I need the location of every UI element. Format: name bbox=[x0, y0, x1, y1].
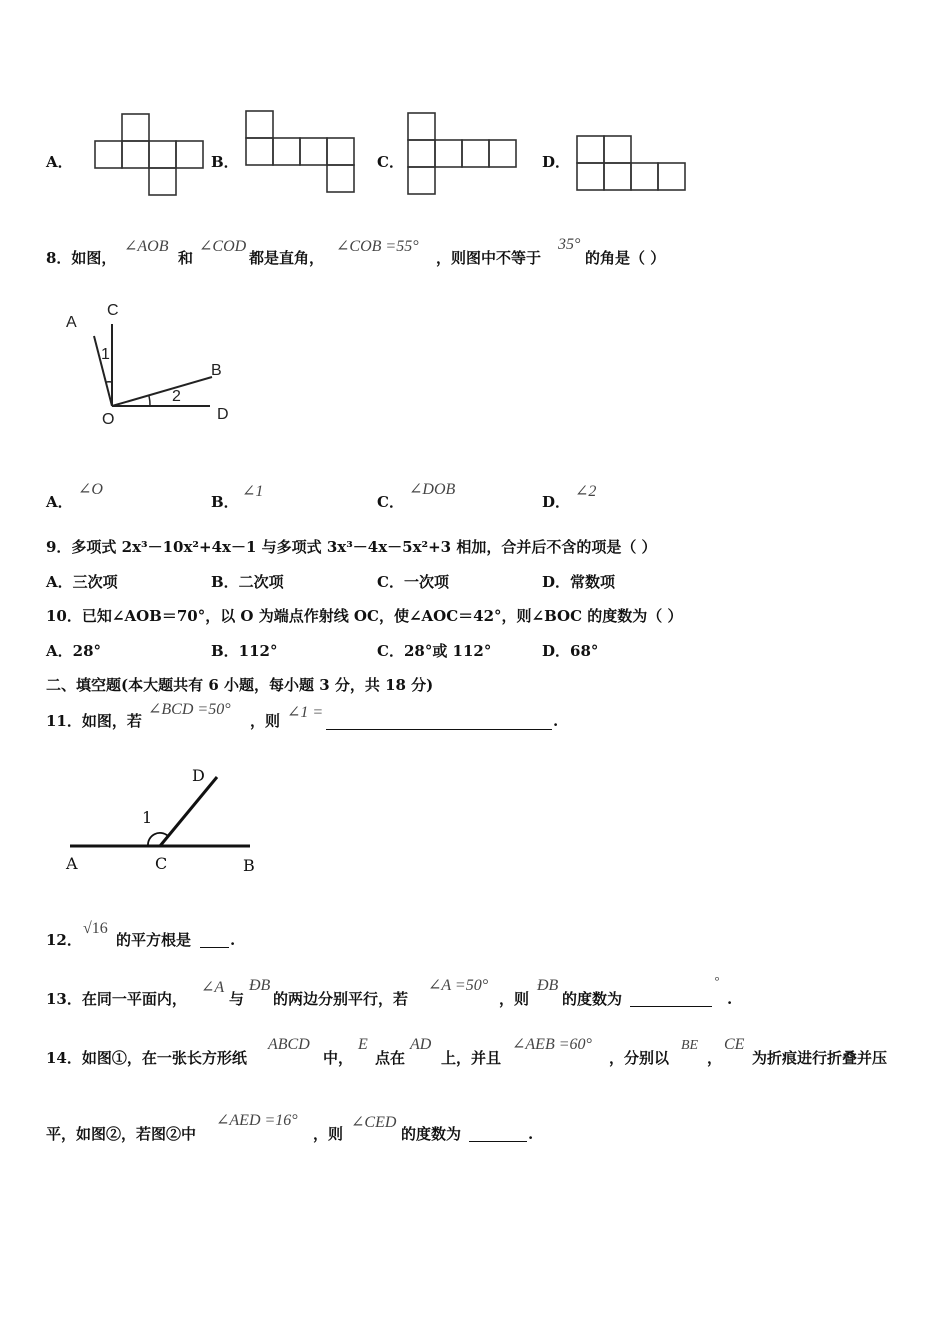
q9-option-a: A．三次项 bbox=[46, 573, 118, 591]
q14-text-on-and: 上，并且 bbox=[441, 1049, 502, 1067]
q7-option-c-label: C． bbox=[377, 153, 404, 171]
q11-fig-label-a: A bbox=[66, 854, 78, 873]
q9-option-c: C．一次项 bbox=[377, 573, 449, 591]
q8-option-a-label: A． bbox=[46, 493, 73, 511]
q12-math-sqrt16: √16 bbox=[83, 920, 108, 937]
q8-number: 8．如图， bbox=[46, 249, 117, 267]
q8-fig-label-b: B bbox=[211, 362, 222, 379]
q13-text-degree-is: 的度数为 bbox=[562, 990, 623, 1008]
q7-option-b-label: B． bbox=[211, 153, 239, 171]
q10-option-a: A．28° bbox=[46, 642, 102, 660]
q13-text-then: ，则 bbox=[499, 990, 530, 1008]
q14-answer-blank[interactable] bbox=[469, 1125, 527, 1142]
q8-math-aob: ∠AOB bbox=[124, 238, 169, 255]
q8-fig-label-1: 1 bbox=[101, 346, 110, 363]
q8-option-c-label: C． bbox=[377, 493, 404, 511]
q7-net-c bbox=[407, 112, 519, 196]
q12-number: 12． bbox=[46, 931, 82, 949]
q7-net-d bbox=[576, 134, 688, 194]
q14-math-abcd: ABCD bbox=[268, 1036, 310, 1053]
q13-math-a: ∠A bbox=[201, 979, 225, 996]
q13-answer-blank[interactable] bbox=[630, 990, 712, 1007]
q13-degree-sign: ° bbox=[714, 973, 720, 988]
q14-math-be: BE bbox=[681, 1038, 699, 1053]
q13-number: 13．在同一平面内， bbox=[46, 990, 187, 1008]
q14-text-then: ，则 bbox=[313, 1125, 344, 1143]
q10-option-b: B．112° bbox=[211, 642, 278, 660]
q14-text-comma: ， bbox=[707, 1049, 723, 1067]
q8-math-35deg: 35° bbox=[558, 236, 581, 253]
q13-math-a50: ∠A =50° bbox=[428, 977, 489, 994]
q11-fig-label-d: D bbox=[192, 766, 205, 785]
q7-option-a-label: A． bbox=[46, 153, 73, 171]
q7-net-b bbox=[244, 110, 356, 194]
q12-answer-blank[interactable] bbox=[200, 931, 229, 948]
q14-number: 14．如图①，在一张长方形纸 bbox=[46, 1049, 247, 1067]
q8-option-d-value: ∠2 bbox=[575, 483, 597, 500]
q8-option-b-value: ∠1 bbox=[242, 483, 264, 500]
q11-figure bbox=[70, 770, 260, 860]
q14-math-aed: ∠AED =16° bbox=[216, 1112, 298, 1129]
q8-math-cob: ∠COB =55° bbox=[336, 238, 419, 255]
q11-number: 11．如图，若 bbox=[46, 712, 142, 730]
q7-net-a bbox=[94, 112, 206, 196]
q7-option-d-label: D． bbox=[542, 153, 571, 171]
q14-text-fold: 为折痕进行折叠并压 bbox=[752, 1049, 888, 1067]
q9-option-d: D．常数项 bbox=[542, 573, 616, 591]
q14-line2-start: 平，如图②，若图②中 bbox=[46, 1125, 197, 1143]
q11-math-angle1: ∠1 = bbox=[287, 704, 324, 721]
q8-option-d-label: D． bbox=[542, 493, 571, 511]
q11-end: . bbox=[553, 712, 559, 730]
q10-option-d: D．68° bbox=[542, 642, 599, 660]
q10-stem: 10．已知∠AOB＝70°，以 O 为端点作射线 OC，使∠AOC＝42°，则∠BOC 的度数为（ ） bbox=[46, 607, 683, 625]
q14-math-aeb: ∠AEB =60° bbox=[512, 1036, 592, 1053]
q14-text-in: 中， bbox=[323, 1049, 354, 1067]
q12-end: . bbox=[230, 931, 236, 949]
q8-text-not-equal: ，则图中不等于 bbox=[436, 249, 542, 267]
q10-option-c: C．28°或 112° bbox=[377, 642, 492, 660]
q8-fig-label-2: 2 bbox=[172, 388, 181, 405]
q14-text-degree-is: 的度数为 bbox=[401, 1125, 462, 1143]
q11-fig-label-c: C bbox=[155, 854, 168, 873]
q8-text-angle-is: 的角是（ ） bbox=[585, 249, 666, 267]
q14-math-ce: CE bbox=[724, 1036, 745, 1053]
q8-fig-label-d: D bbox=[217, 406, 229, 423]
q11-text-then: ，则 bbox=[250, 712, 281, 730]
q14-math-e: E bbox=[358, 1036, 368, 1053]
q12-text: 的平方根是 bbox=[116, 931, 192, 949]
q11-fig-label-1: 1 bbox=[142, 808, 153, 827]
q14-math-ced: ∠CED bbox=[351, 1114, 397, 1131]
q14-text-point-on: 点在 bbox=[375, 1049, 406, 1067]
q8-fig-label-a: A bbox=[66, 314, 77, 331]
q8-fig-label-o: O bbox=[102, 411, 115, 428]
q11-fig-label-b: B bbox=[243, 856, 255, 875]
q13-text-and: 与 bbox=[229, 990, 245, 1008]
q8-fig-label-c: C bbox=[107, 302, 119, 319]
q8-math-cod: ∠COD bbox=[199, 238, 247, 255]
q14-math-ad: AD bbox=[410, 1036, 432, 1053]
q14-end: . bbox=[528, 1125, 534, 1143]
q13-math-b: ÐB bbox=[249, 977, 271, 994]
q13-text-parallel: 的两边分别平行，若 bbox=[273, 990, 409, 1008]
q8-text-and: 和 bbox=[178, 249, 194, 267]
q8-option-c-value: ∠DOB bbox=[409, 481, 456, 498]
q8-option-a-value: ∠O bbox=[78, 481, 103, 498]
q9-option-b: B．二次项 bbox=[211, 573, 284, 591]
section-heading: 二、填空题(本大题共有 6 小题，每小题 3 分，共 18 分) bbox=[46, 676, 434, 694]
q13-end: . bbox=[727, 990, 733, 1008]
q11-answer-blank[interactable] bbox=[326, 713, 552, 730]
q13-math-b2: ÐB bbox=[537, 977, 559, 994]
q8-text-right-angles: 都是直角， bbox=[249, 249, 325, 267]
q9-stem: 9．多项式 2x³－10x²+4x－1 与多项式 3x³－4x－5x²+3 相加，合并后不含的项是（ ） bbox=[46, 538, 657, 556]
q11-math-bcd: ∠BCD =50° bbox=[148, 701, 231, 718]
q8-option-b-label: B． bbox=[211, 493, 239, 511]
q14-text-respectively: ，分别以 bbox=[609, 1049, 670, 1067]
